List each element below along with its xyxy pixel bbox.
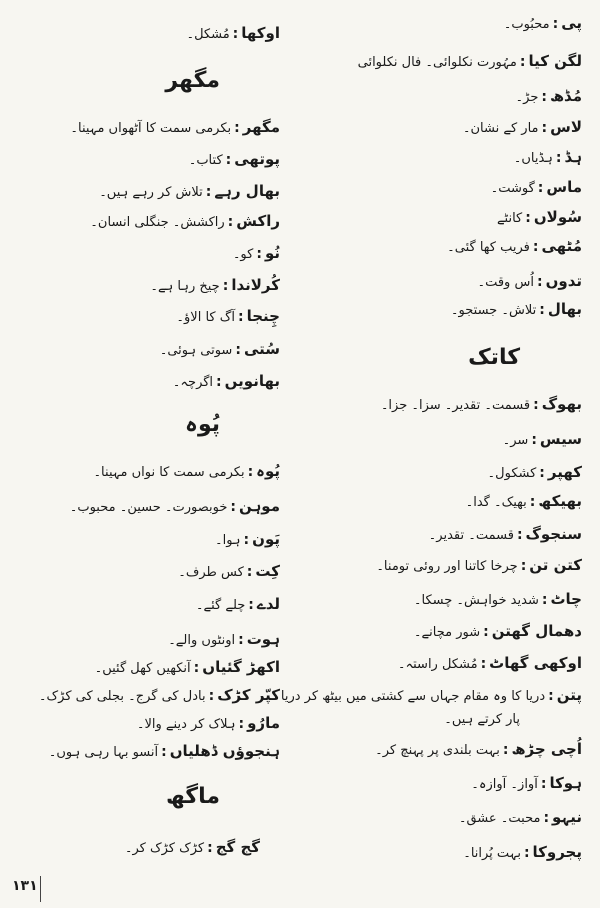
entry-word: بھیکھ <box>538 492 582 510</box>
entry-definition: مار کے نشان۔ <box>462 121 539 136</box>
entry-word: گج گج <box>215 838 260 856</box>
entry <box>466 492 582 512</box>
section-heading: ماگھ <box>165 784 220 809</box>
separator: : <box>533 397 539 413</box>
entry-word: چِنجا <box>246 307 280 325</box>
entry-word: اوکھی گھاٹ <box>489 654 582 672</box>
entry-definition: کشکول۔ <box>487 466 537 481</box>
entry-definition: چرخا کاتنا اور روئی تومنا۔ <box>376 559 518 574</box>
entry-definition: فریب کھا گئی۔ <box>447 240 530 255</box>
entry <box>39 686 280 706</box>
entry <box>160 340 280 360</box>
entry-definition: ہڈیاں۔ <box>513 151 553 166</box>
entry <box>173 372 280 392</box>
entry <box>196 595 280 615</box>
entry <box>447 237 582 257</box>
entry <box>459 808 582 828</box>
separator: : <box>540 776 547 792</box>
entry <box>471 774 582 794</box>
right-column <box>280 0 600 908</box>
entry-word: لاس <box>550 118 582 136</box>
entry-word: بھال رہے <box>214 182 280 200</box>
separator: : <box>248 597 254 613</box>
entry-word: پتن <box>556 686 582 704</box>
entry-definition: مہُورت نکلوائی۔ فال نکلوائی <box>357 55 517 70</box>
entry <box>381 395 582 415</box>
entry <box>215 530 280 550</box>
separator: : <box>205 184 212 200</box>
entry-definition: ہوا۔ <box>214 533 241 548</box>
entry-word: کُرلاندا <box>231 276 280 294</box>
entry <box>451 300 582 320</box>
entry <box>176 307 280 327</box>
entry-definition: محبت۔ عشق۔ <box>458 811 541 826</box>
entry <box>99 182 280 202</box>
entry <box>463 843 582 863</box>
entry-definition: بکرمی سمت کا نواں مہینا۔ <box>93 465 245 480</box>
entry <box>375 740 582 760</box>
entry <box>93 462 280 482</box>
entry-definition: محبُوب۔ <box>503 17 550 32</box>
entry-definition: چیخ رہا ہے۔ <box>150 279 220 294</box>
entry-definition: بہت پُرانا۔ <box>463 846 521 861</box>
entry-word: ہوکا <box>549 774 582 792</box>
entry-word: موہن <box>239 497 280 515</box>
entry-definition: کانٹے <box>496 211 523 226</box>
separator: : <box>552 16 559 32</box>
entry-word: لگن کیا <box>528 52 582 70</box>
separator: : <box>232 26 239 42</box>
entry <box>70 497 280 517</box>
entry <box>178 562 280 582</box>
entry-word: ہڈ <box>564 148 582 166</box>
separator: : <box>541 592 548 608</box>
entry-definition: گوشت۔ <box>490 181 535 196</box>
entry <box>514 148 582 168</box>
entry-word: کھپر <box>547 463 582 481</box>
entry-word: پی <box>561 14 582 32</box>
entry-definition: خوبصورت۔ حسین۔ محبوب۔ <box>69 500 228 515</box>
entry-definition: قسمت۔ تقدیر۔ <box>428 528 514 543</box>
separator: : <box>243 532 250 548</box>
entry <box>488 463 582 483</box>
separator: : <box>523 845 530 861</box>
entry-word: سنجوگ <box>525 525 582 543</box>
section-heading: پُوہ <box>185 412 220 437</box>
separator: : <box>216 374 222 390</box>
entry <box>281 686 582 706</box>
entry <box>398 654 582 674</box>
entry-definition: راکشش۔ جنگلی انسان۔ <box>90 215 225 230</box>
entry-word: مگھر <box>242 118 280 136</box>
entry-word: کتن تن <box>529 556 582 574</box>
separator: : <box>541 120 548 136</box>
entry-word: بھانویں <box>224 372 280 390</box>
separator: : <box>225 152 232 168</box>
entry-definition: ہلاک کر دینے والا۔ <box>136 717 236 732</box>
entry-definition: اونٹوں والے۔ <box>168 633 236 648</box>
entry-definition: سوتی ہوئی۔ <box>159 343 233 358</box>
entry-word: پَون <box>252 530 280 548</box>
entry-word: بھال <box>547 300 582 318</box>
separator: : <box>235 342 241 358</box>
entry-definition: کتاب۔ <box>188 153 223 168</box>
separator: : <box>247 464 254 480</box>
entry-word: تدوں <box>545 272 582 290</box>
entry-definition: قسمت۔ تقدیر۔ سزا۔ جزا۔ <box>380 398 531 413</box>
separator: : <box>520 558 527 574</box>
entry-word: ہوت <box>246 630 280 648</box>
entry-word: ماس <box>546 178 582 196</box>
separator: : <box>555 150 562 166</box>
entry <box>414 590 582 610</box>
separator: : <box>161 744 167 760</box>
separator: : <box>480 656 487 672</box>
separator: : <box>483 624 489 640</box>
separator: : <box>234 120 240 136</box>
entry-definition: کڑک کڑک کر۔ <box>124 841 205 856</box>
entry-definition: شور مچانے۔ <box>413 625 481 640</box>
entry <box>414 622 582 642</box>
entry-word: سُتی <box>243 340 280 358</box>
separator: : <box>525 210 531 226</box>
entry-definition: بہت بلندی پر پہنچ کر۔ <box>375 743 500 758</box>
entry-definition: تلاش کر رہے ہیں۔ <box>99 185 203 200</box>
entry-definition: کس طرف۔ <box>178 565 244 580</box>
entry <box>233 244 280 264</box>
entry-definition: آگ کا الاؤ۔ <box>176 310 235 325</box>
separator: : <box>208 688 215 704</box>
entry-word: کپّر کڑک <box>217 686 280 704</box>
entry-definition: آواز۔ آوازہ۔ <box>471 777 538 792</box>
entry-word: اوکھا <box>241 24 280 42</box>
entry-word: نیہو <box>552 808 582 826</box>
separator: : <box>227 214 234 230</box>
entry <box>503 430 582 450</box>
entry-word: نُو <box>264 244 280 262</box>
entry <box>90 212 280 232</box>
entry-definition: اگرچہ۔ <box>172 375 214 390</box>
entry <box>137 714 280 734</box>
separator: : <box>516 527 523 543</box>
entry-definition: بھیک۔ گدا۔ <box>465 495 527 510</box>
separator: : <box>543 810 550 826</box>
entry-definition: بکرمی سمت کا آٹھواں مہینا۔ <box>70 121 232 136</box>
separator: : <box>238 716 245 732</box>
entry-definition: آنسو بہا رہی ہوں۔ <box>48 745 159 760</box>
separator: : <box>502 742 509 758</box>
entry <box>49 742 280 762</box>
separator: : <box>532 239 539 255</box>
separator: : <box>548 688 554 704</box>
section-heading: مگھر <box>165 68 220 93</box>
entry <box>358 52 582 72</box>
entry-definition: اُس وقت۔ <box>477 275 534 290</box>
separator: : <box>536 274 543 290</box>
entry <box>125 838 260 858</box>
entry-definition: بادل کی گرج۔ بجلی کی کڑک۔ <box>38 689 206 704</box>
entry <box>477 272 582 292</box>
separator: : <box>193 660 200 676</box>
entry-word: کِت <box>255 562 280 580</box>
entry-word: بھوگ <box>541 395 582 413</box>
entry-word: پجروکا <box>532 843 582 861</box>
entry <box>491 178 582 198</box>
separator: : <box>222 278 229 294</box>
entry <box>168 630 280 650</box>
page-number: ۱۳۱ <box>12 878 38 894</box>
separator: : <box>541 89 547 105</box>
entry-word: پُوہ <box>256 462 280 480</box>
entry-definition: سر۔ <box>502 433 529 448</box>
entry-definition: تلاش۔ جستجو۔ <box>450 303 537 318</box>
entry-word: سیس <box>539 430 582 448</box>
entry <box>186 24 280 44</box>
separator: : <box>230 499 237 515</box>
separator: : <box>238 309 244 325</box>
entry-word: مارُو <box>247 714 280 732</box>
section-heading: کاتک <box>468 345 520 370</box>
entry-word: اُچی چڑھ <box>511 740 582 758</box>
entry-definition: شدید خواہش۔ چسکا۔ <box>413 593 539 608</box>
entry-definition: پار کرتے ہیں۔ <box>444 712 520 727</box>
entry-definition: جڑ۔ <box>515 90 539 105</box>
separator: : <box>531 432 537 448</box>
entry <box>189 150 280 170</box>
entry <box>429 525 582 545</box>
entry <box>504 14 582 34</box>
entry-word: لدے <box>256 595 280 613</box>
separator: : <box>256 246 262 262</box>
separator: : <box>238 632 244 648</box>
entry-word: سُولاں <box>533 208 582 226</box>
entry-continuation <box>444 710 520 729</box>
entry-word: اکھڑ گئیاں <box>202 658 280 676</box>
entry <box>376 556 582 576</box>
entry-definition: آنکھیں کھل گئیں۔ <box>94 661 191 676</box>
entry-definition: چلے گئے۔ <box>195 598 246 613</box>
entry-word: دھمال گھتن <box>491 622 582 640</box>
separator: : <box>207 840 213 856</box>
entry-definition: کو۔ <box>232 247 254 262</box>
separator: : <box>539 302 545 318</box>
margin-rule <box>40 876 41 902</box>
entry <box>150 276 280 296</box>
entry-word: مُڈھ <box>549 87 582 105</box>
entry-definition: دریا کا وہ مقام جہاں سے کشتی میں بیٹھ کر دریا <box>280 689 546 704</box>
separator: : <box>539 465 545 481</box>
entry-word: پوتھی <box>234 150 280 168</box>
entry-word: ہنجوؤں ڈھلیاں <box>169 742 280 760</box>
separator: : <box>519 54 526 70</box>
entry-definition: مُشکل۔ <box>186 27 230 42</box>
entry <box>70 118 280 138</box>
entry-definition: مُشکل راستہ۔ <box>397 657 478 672</box>
separator: : <box>246 564 253 580</box>
entry <box>463 118 582 138</box>
entry-word: چاٹ <box>550 590 582 608</box>
entry <box>516 87 582 107</box>
entry-word: مُٹھی <box>541 237 582 255</box>
separator: : <box>529 494 536 510</box>
entry <box>95 658 280 678</box>
separator: : <box>537 180 544 196</box>
entry-word: راکش <box>236 212 280 230</box>
entry <box>497 208 582 228</box>
